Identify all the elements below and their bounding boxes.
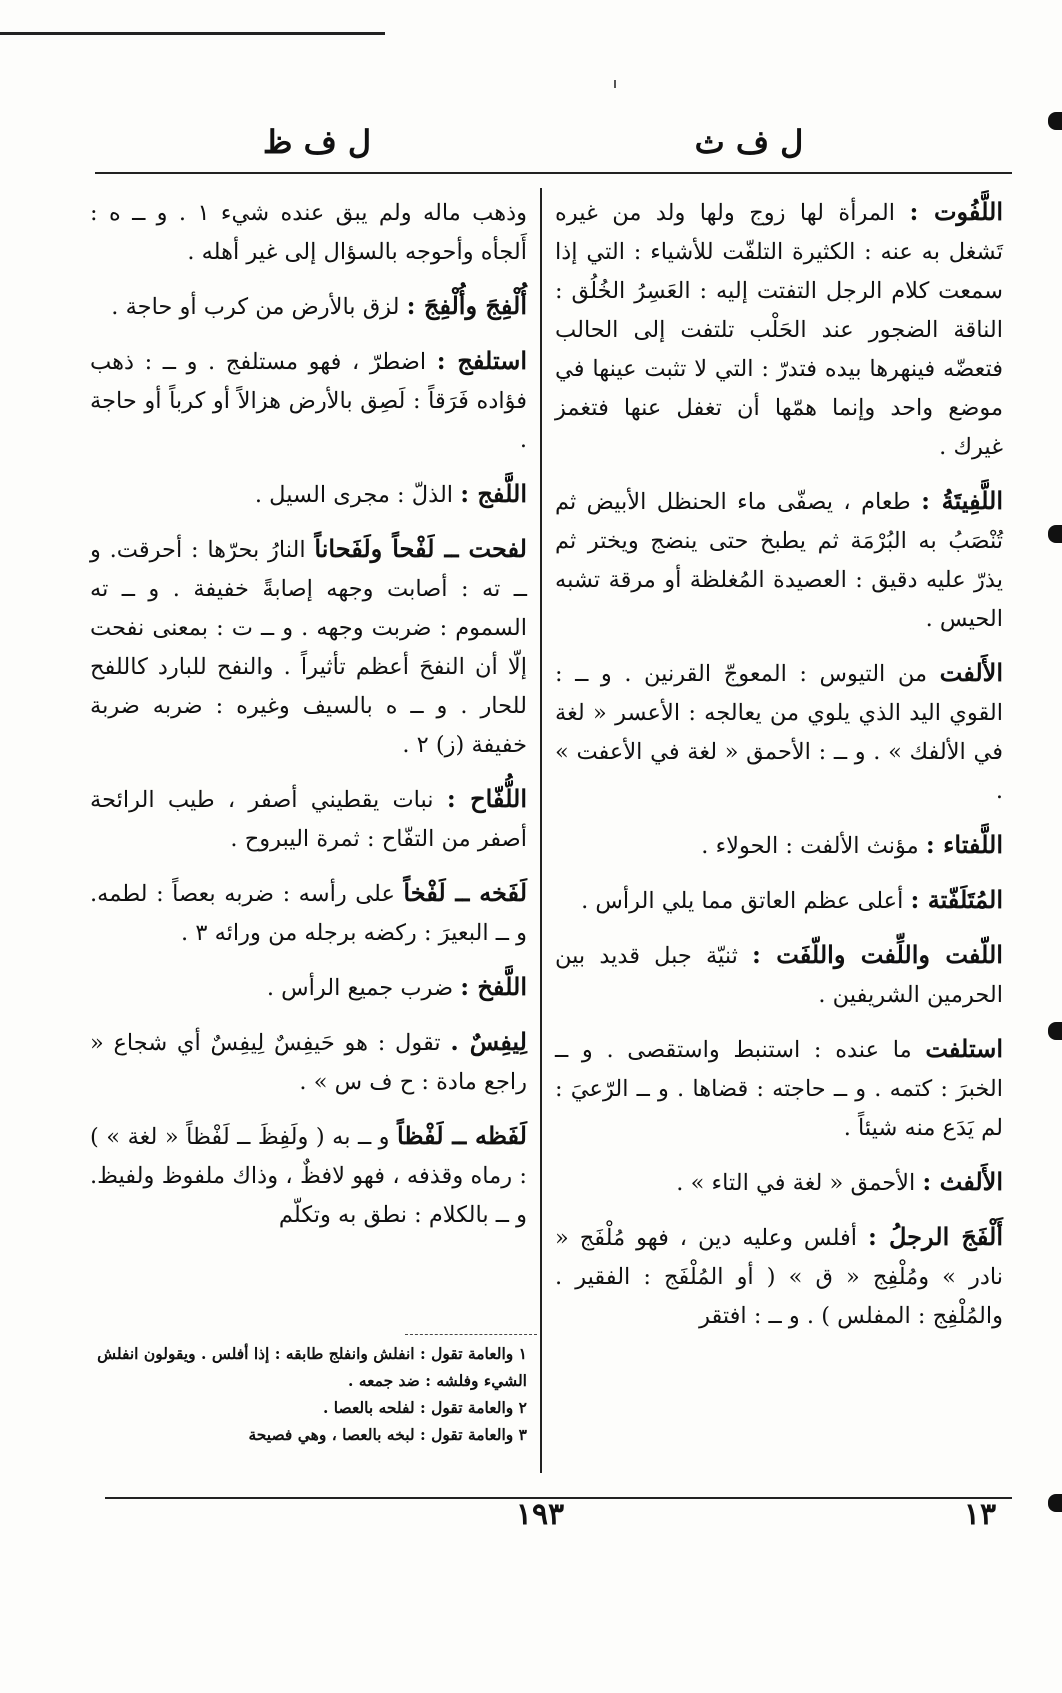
headword: الأَلفت — [939, 658, 1003, 687]
entry — [555, 935, 1003, 1015]
definition: و ــ به ( ولَفِظَ ــ لَفْظاً « لغة » ) : رماه وقذفه ، فهو لافظٌ ، وذاك ملفوظ ولفيظ. و ــ بالكلام : نطق به وتكلّم — [90, 1124, 527, 1228]
entry — [555, 1217, 1003, 1336]
definition: ما عنده : استنبط واستقصى . و ــ الخبرَ : كتمه . و ــ حاجته : قضاها . و ــ الرّعيَ : لم يَدَع منه شيئاً . — [555, 1037, 1003, 1141]
entry — [90, 967, 527, 1008]
headword: اللَّفتاء : — [925, 830, 1003, 859]
edge-mark-top — [1048, 112, 1062, 130]
definition: أفلس وعليه دين ، فهو مُلْفَج « نادر » ومُلْفِج « ق » ( أو المُلْفَج : الفقير . والمُلْفِج : المفلس ) . و ــ : افتقر — [555, 1225, 1003, 1329]
definition: نبات يقطيني أصفر ، طيب الرائحة أصفر من التفّاح : ثمرة اليبروح . — [90, 787, 527, 852]
entry — [90, 192, 527, 272]
headword: المُتَلَفّتة : — [910, 885, 1003, 914]
entry — [555, 1029, 1003, 1148]
entry — [90, 474, 527, 515]
definition: اضطرّ ، فهو مستلفج . و ــ : ذهب فؤاده فَرَقاً : لَصِق بالأرض هزالاً أو كرباً أو حاجة . — [90, 349, 527, 453]
headword: اللَّفُوت : — [909, 197, 1004, 226]
footnote: ٣ والعامة تقول : لبخه بالعصا ، وهي فصيحة — [248, 1425, 527, 1444]
page-number: ١٩٣ — [515, 1497, 565, 1532]
entry — [90, 779, 527, 859]
definition: على رأسه : ضربه بعصاً : لطمه. و ــ البعيرَ : ركضه برجله من ورائه ٣ . — [90, 881, 527, 946]
left-column — [90, 192, 527, 1249]
edge-mark-bottom — [1048, 1494, 1062, 1512]
definition: من التيوس : المعوجّ القرنين . و ــ : القوي اليد الذي يلوي من يعالجه : الأعسر « لغة في الألفك » . و ــ : الأحمق « لغة في الأعفت » . — [555, 661, 1003, 804]
definition: ثنيّة جبل قديد بين الحرمين الشريفين . — [555, 943, 1003, 1008]
definition: المرأة لها زوج ولها ولد من غيره تَشغل به عنه : الكثيرة التلفّت للأشياء : التي إذا سمعت كلام الرجل التفتت إليه : العَسِرُ الخُلُق : الناقة الضجور عند الحَلْب تلتفت إلى الحالب فتعضّه فينهرها بيده فتدرّ : التي لا تثبت عينها في موضع واحد وإنما همّها أن تغفل عنها فتغمز غيرك . — [555, 200, 1003, 460]
headword: أَلْفَجَ الرجلُ : — [867, 1222, 1003, 1251]
running-header-left: ل ف ظ — [262, 123, 372, 161]
definition: الأحمق « لغة في التاء » . — [676, 1170, 923, 1196]
right-column — [555, 192, 1003, 1350]
definition: الذلّ : مجرى السيل . — [254, 482, 461, 508]
definition: النارُ بحرّها : أحرقت. و ــ ته : أصابت وجهه إصابةً خفيفة . و ــ ته السموم : ضربت وجهه . و ــ ت : بمعنى نفحت إلّا أن النفحَ أعظم تأثيراً . والنفح للبارد كاللفح للحار . و ــ ه بالسيف وغيره : ضربه ضربة خفيفة (ز) ٢ . — [90, 537, 527, 758]
definition: طعام ، يصفّى ماء الحنظل الأبيض ثم تُنْصَبُ به البُرْمَة ثم يطبخ حتى ينضج ويختر ثم يذرّ عليه دقيق : العصيدة المُغلظة أو مرقة تشبه الحيس . — [555, 489, 1003, 632]
entry — [555, 653, 1003, 811]
top-left-rule — [0, 32, 385, 35]
entry — [90, 341, 527, 460]
headword: اللَّفخ : — [460, 972, 527, 1001]
definition: تقول : هو حَيفِسٌ لِيفِسٌ أي شجاع « راجع مادة : ح ف س » . — [90, 1030, 527, 1095]
definition: لزق بالأرض من كرب أو حاجة . — [111, 294, 407, 320]
running-header-right: ل ف ث — [694, 123, 804, 161]
edge-mark-lower — [1048, 1022, 1062, 1040]
entry — [555, 1162, 1003, 1203]
footnotes — [90, 1340, 527, 1448]
definition: مؤنث الألفت : الحولاء . — [701, 833, 926, 859]
entry — [555, 825, 1003, 866]
entry — [90, 873, 527, 953]
definition: وذهب ماله ولم يبق عنده شيء ١ . و ــ ه : أَلجأه وأحوجه بالسؤال إلى غير أهله . — [90, 200, 527, 265]
entry — [90, 1022, 527, 1102]
headword: لفحت ــ لَفْحاً ولَفَحاناً — [314, 534, 527, 563]
entry — [90, 1116, 527, 1235]
entry — [555, 192, 1003, 467]
headword: استلفج : — [436, 346, 528, 375]
headword: لَفَظه ــ لَفْظاً — [397, 1121, 527, 1150]
entry — [90, 529, 527, 765]
footnote: ١ والعامة تقول : انفلش وانفلج طابقه : إذا أفلس . ويقولون انفلش الشيء وفلشه : ضد جمعه . — [97, 1344, 527, 1390]
definition: أعلى عظم العاتق مما يلي الرأس . — [581, 888, 911, 914]
entry — [555, 880, 1003, 921]
signature-number: ١٣ — [963, 1497, 997, 1532]
footnote: ٢ والعامة تقول : لفلحه بالعصا . — [323, 1398, 527, 1417]
headword: استلفت — [925, 1034, 1003, 1063]
headword: أُلْفِجَ وأُلْفِجَ : — [406, 291, 527, 320]
footnote-rule — [405, 1334, 537, 1335]
entry — [90, 286, 527, 327]
column-divider — [540, 188, 542, 1473]
edge-mark-middle — [1048, 525, 1062, 543]
definition: ضرب جميع الرأس . — [266, 975, 461, 1001]
headword: الأَلفث : — [922, 1167, 1003, 1196]
headword: لِيفِسٌ . — [450, 1027, 527, 1056]
headword: اللّفت واللِّفت واللّفَت : — [752, 940, 1003, 969]
headword: اللَّفِيتَةُ : — [921, 486, 1004, 515]
entry — [555, 481, 1003, 639]
headword: اللَّفج : — [460, 479, 527, 508]
headword: اللُّفّاح : — [446, 784, 527, 813]
headword: لَفَخه ــ لَفْخاً — [403, 878, 528, 907]
header-rule — [95, 172, 1012, 174]
print-mark — [614, 80, 616, 88]
